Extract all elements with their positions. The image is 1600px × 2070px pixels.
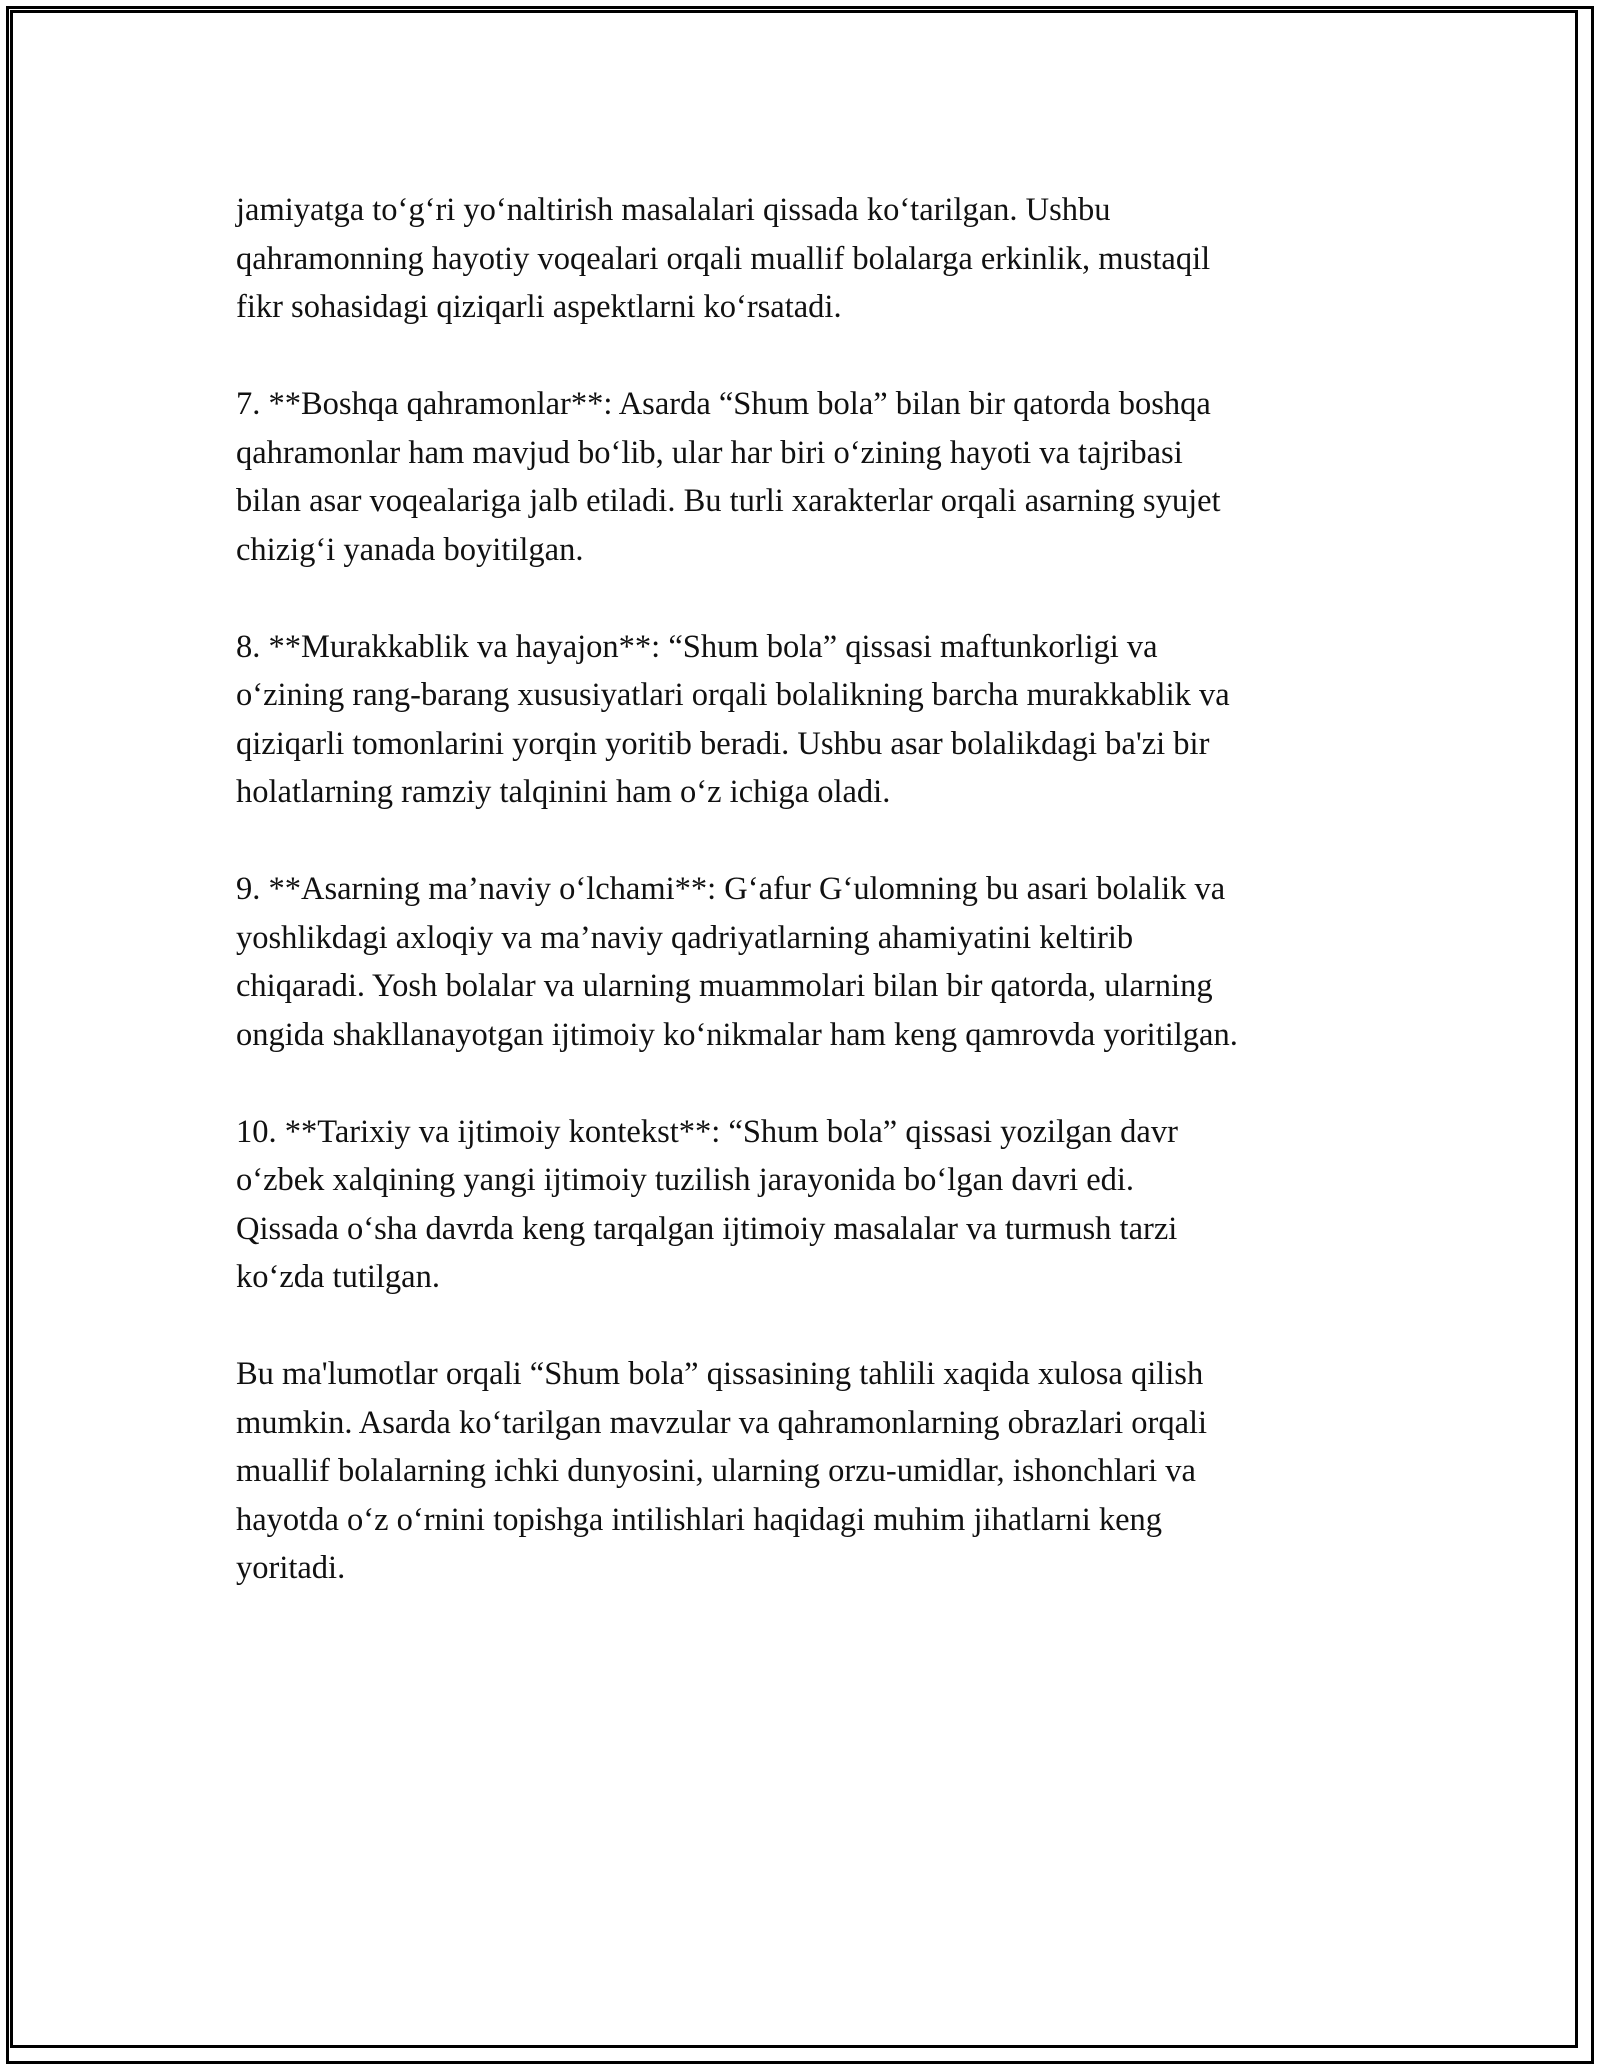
text-line: qahramonlar ham mavjud bo‘lib, ular har biri o‘zining hayoti va tajribasi <box>236 434 1183 471</box>
text-line: jamiyatga to‘g‘ri yo‘naltirish masalalari qissada ko‘tarilgan. Ushbu <box>236 192 1111 228</box>
paragraph-item-10 <box>236 1108 1386 1302</box>
text-line: mumkin. Asarda ko‘tarilgan mavzular va qahramonlarning obrazlari orqali <box>236 1404 1208 1441</box>
text-line: o‘zbek xalqining yangi ijtimoiy tuzilish jarayonida bo‘lgan davri edi. <box>236 1162 1135 1198</box>
text-line: Qissada o‘sha davrda keng tarqalgan ijtimoiy masalalar va turmush tarzi <box>236 1210 1178 1247</box>
text-line: 7. **Boshqa qahramonlar**: Asarda “Shum bola” bilan bir qatorda boshqa <box>236 386 1211 422</box>
text-line: ongida shakllanayotgan ijtimoiy ko‘nikmalar ham keng qamrovda yoritilgan. <box>236 1016 1238 1053</box>
text-line: bilan asar voqealariga jalb etiladi. Bu turli xarakterlar orqali asarning syujet <box>236 483 1221 519</box>
document-body <box>236 186 1386 1641</box>
text-line: 9. **Asarning ma’naviy o‘lchami**: G‘afur G‘ulomning bu asari bolalik va <box>236 871 1226 907</box>
text-line: ko‘zda tutilgan. <box>236 1259 440 1295</box>
paragraph-intro-continuation <box>236 186 1386 332</box>
text-line: yoshlikdagi axloqiy va ma’naviy qadriyatlarning ahamiyatini keltirib <box>236 919 1134 956</box>
paragraph-item-9 <box>236 865 1386 1059</box>
text-line: holatlarning ramziy talqinini ham o‘z ichiga oladi. <box>236 774 891 810</box>
text-line: chiqaradi. Yosh bolalar va ularning muammolari bilan bir qatorda, ularning <box>236 968 1213 1004</box>
text-line: yoritadi. <box>236 1550 346 1586</box>
text-line: muallif bolalarning ichki dunyosini, ularning orzu-umidlar, ishonchlari va <box>236 1453 1196 1489</box>
text-line: qiziqarli tomonlarini yorqin yoritib beradi. Ushbu asar bolalikdagi ba'zi bir <box>236 725 1210 762</box>
text-line: fikr sohasidagi qiziqarli aspektlarni ko‘rsatadi. <box>236 289 842 325</box>
text-line: qahramonning hayotiy voqealari orqali muallif bolalarga erkinlik, mustaqil <box>236 240 1211 277</box>
paragraph-item-7 <box>236 380 1386 574</box>
text-line: 10. **Tarixiy va ijtimoiy kontekst**: “Shum bola” qissasi yozilgan davr <box>236 1113 1178 1150</box>
paragraph-conclusion <box>236 1350 1386 1593</box>
text-line: hayotda o‘z o‘rnini topishga intilishlari haqidagi muhim jihatlarni keng <box>236 1501 1163 1538</box>
text-line: chizig‘i yanada boyitilgan. <box>236 531 584 568</box>
text-line: o‘zining rang-barang xususiyatlari orqali bolalikning barcha murakkablik va <box>236 677 1230 713</box>
text-line: Bu ma'lumotlar orqali “Shum bola” qissasining tahlili xaqida xulosa qilish <box>236 1356 1204 1392</box>
paragraph-item-8 <box>236 623 1386 817</box>
text-line: 8. **Murakkablik va hayajon**: “Shum bola” qissasi maftunkorligi va <box>236 628 1158 665</box>
